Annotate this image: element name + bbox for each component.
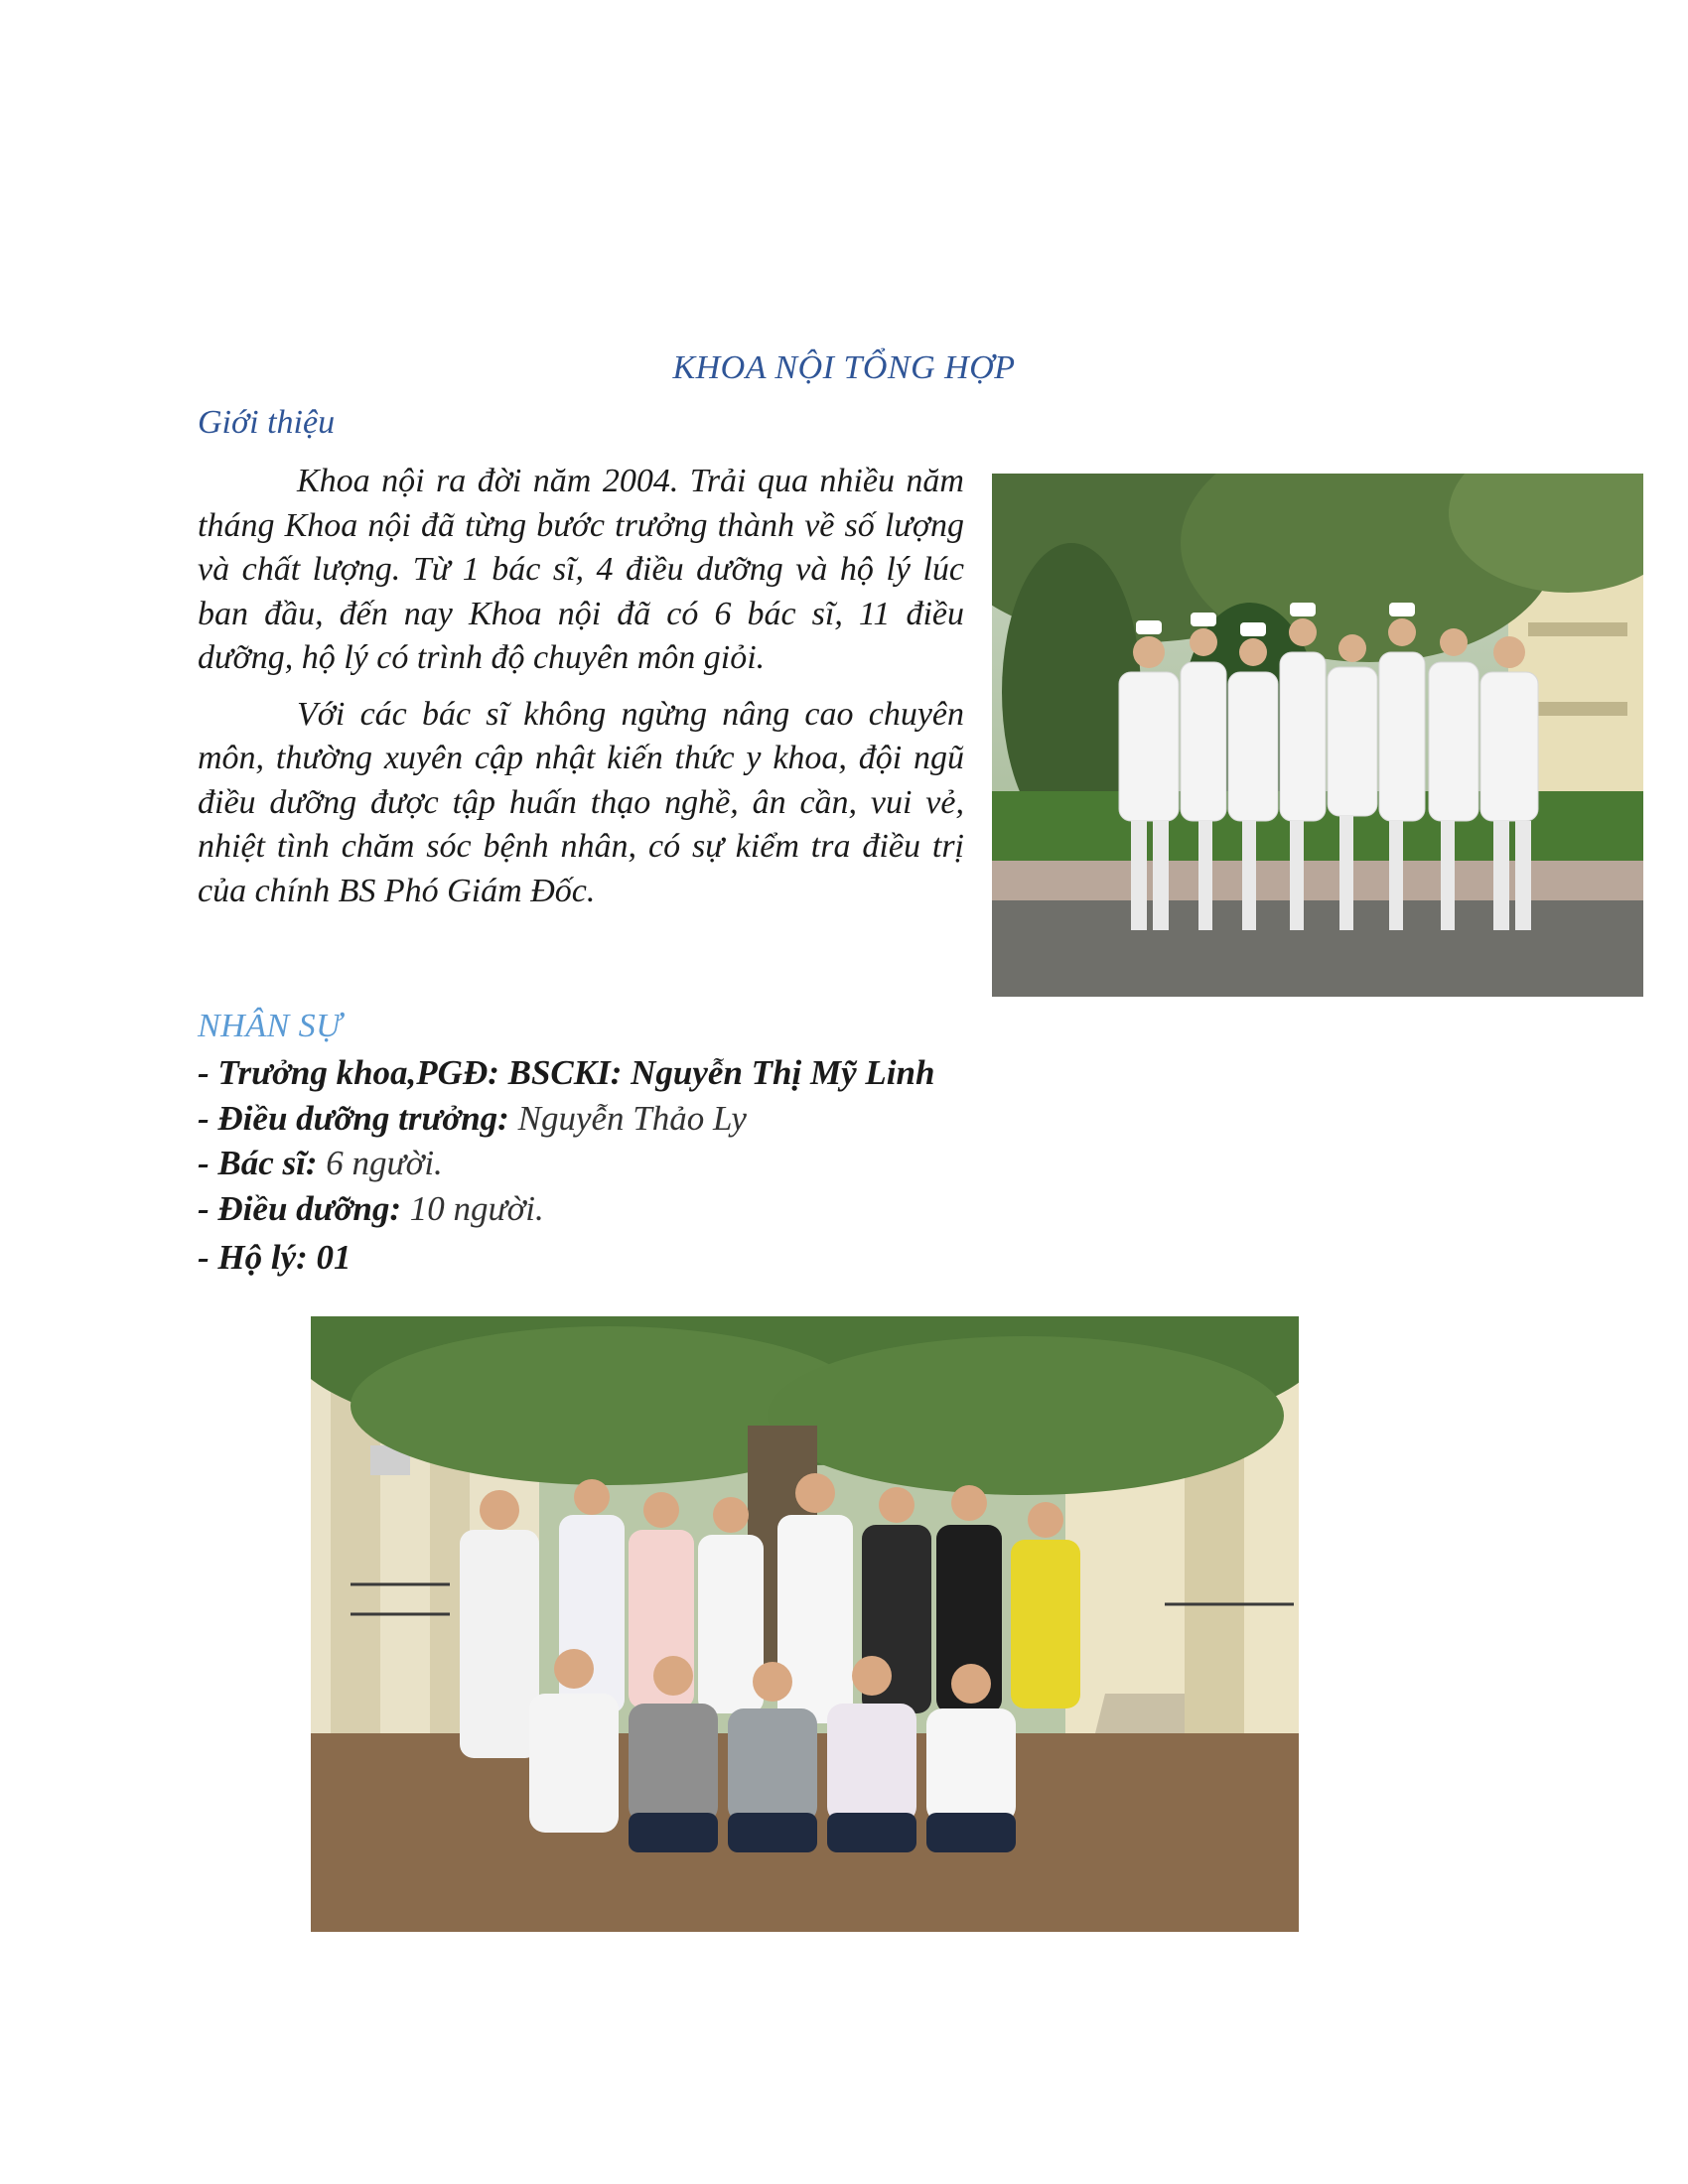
staff-heading: NHÂN SỰ — [198, 1008, 343, 1044]
staff-label: - Điều dưỡng trưởng: — [198, 1098, 509, 1138]
staff-value: 6 người. — [317, 1144, 443, 1182]
staff-item-head — [198, 1050, 1191, 1096]
staff-label: - Trưởng khoa,PGĐ: BSCKI: Nguyễn Thị Mỹ Linh — [198, 1053, 935, 1092]
staff-label: - Bác sĩ: — [198, 1144, 318, 1182]
staff-value: Nguyễn Thảo Ly — [508, 1098, 747, 1138]
intro-heading: Giới thiệu — [198, 404, 336, 441]
page-title: KHOA NỘI TỔNG HỢP — [672, 349, 1016, 386]
staff-item-nurse-head — [198, 1096, 1191, 1142]
staff-label: - Điều dưỡng: — [198, 1188, 402, 1228]
intro-paragraph: Với các bác sĩ không ngừng nâng cao chuyên môn, thường xuyên cập nhật kiến thức y khoa, đội ngũ điều dưỡng được tập huấn thạo nghề, ân cần, vui vẻ, nhiệt tình chăm sóc bệnh nhân, có sự kiểm tra điều trị của chính BS Phó Giám Đốc. — [198, 695, 964, 909]
staff-item-orderlies — [198, 1235, 1191, 1281]
intro-text — [198, 460, 964, 925]
staff-item-doctors — [198, 1141, 1191, 1186]
staff-label: - Hộ lý: 01 — [198, 1238, 352, 1277]
staff-list — [198, 1050, 1191, 1281]
staff-group-photo-tree — [311, 1316, 1299, 1932]
intro-paragraph: Khoa nội ra đời năm 2004. Trải qua nhiều năm tháng Khoa nội đã từng bước trưởng thành về số lượng và chất lượng. Từ 1 bác sĩ, 4 điều dưỡng và hộ lý lúc ban đầu, đến nay Khoa nội đã có 6 bác sĩ, 11 điều dưỡng, hộ lý có trình độ chuyên môn giỏi. — [198, 463, 964, 676]
staff-item-nurses — [198, 1186, 1191, 1232]
staff-group-photo-uniforms — [992, 474, 1643, 997]
staff-value: 10 người. — [401, 1188, 544, 1228]
